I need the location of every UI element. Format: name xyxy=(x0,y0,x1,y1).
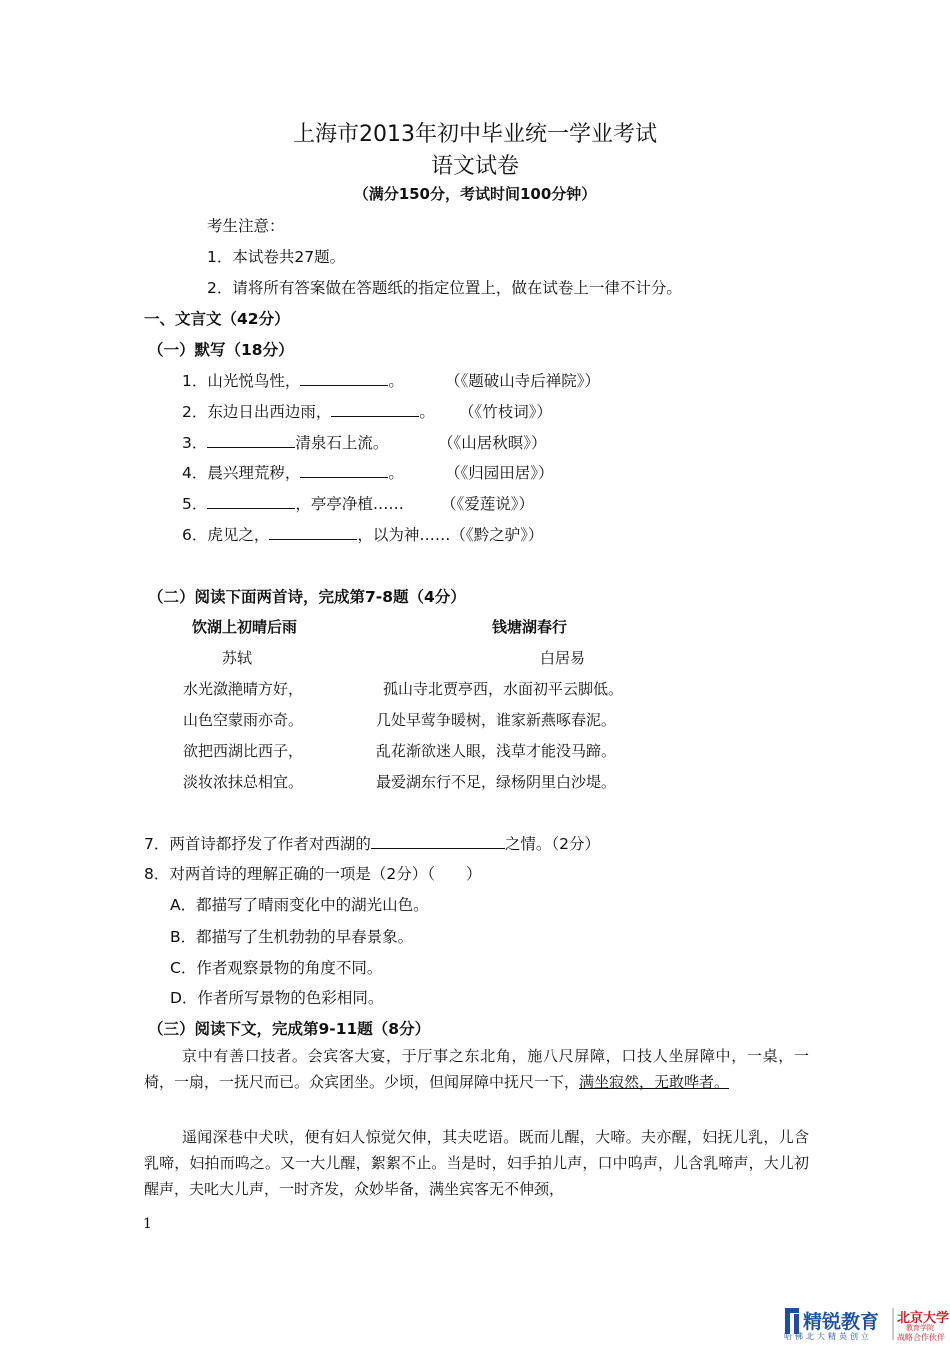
poem-author: 苏轼 xyxy=(222,649,253,667)
page-number: 1 xyxy=(143,1216,152,1232)
answer-blank[interactable] xyxy=(207,494,295,509)
exam-subtitle: 语文试卷 xyxy=(430,154,519,179)
poem-line: 水光潋滟晴方好， xyxy=(183,680,304,698)
question-6: 6．虎见之， ，以为神……（《黔之驴》） xyxy=(182,526,544,544)
section-heading: 一、文言文（42分） xyxy=(144,310,290,328)
partner-sub: 教育学院 xyxy=(906,1324,934,1332)
option-d: D．作者所写景物的色彩相同。 xyxy=(170,989,384,1007)
poem-line: 几处早莺争暖树，谁家新燕啄春泥。 xyxy=(376,711,617,729)
underlined-sentence: 满坐寂然，无敢哗者。 xyxy=(579,1073,730,1091)
question-5: 5． ，亭亭净植…… xyxy=(182,495,404,513)
poem-title: 钱塘湖春行 xyxy=(492,618,568,636)
exam-title: 上海市2013年初中毕业统一学业考试 xyxy=(293,122,657,147)
brand-logo xyxy=(782,1306,948,1342)
question-2: 2．东边日出西边雨， 。 xyxy=(182,403,435,421)
poem-line: 欲把西湖比西子， xyxy=(183,742,304,760)
partner-name: 北京大学 xyxy=(897,1311,950,1326)
option-a: A．都描写了晴雨变化中的湖光山色。 xyxy=(170,896,429,914)
question-7: 7．两首诗都抒发了作者对西湖的 之情。（2分） xyxy=(144,835,600,853)
option-b: B．都描写了生机勃勃的早春景象。 xyxy=(170,928,414,946)
score-info: （满分150分，考试时间100分钟） xyxy=(353,185,597,203)
notice-item: 1．本试卷共27题。 xyxy=(207,248,346,266)
poem-line: 山色空蒙雨亦奇。 xyxy=(183,711,304,729)
reading-paragraph: 京中有善口技者。会宾客大宴，于厅事之东北角，施八尺屏障，口技人坐屏障中，一桌，一椅，一扇，一抚尺而已。众宾团坐。少顷，但闻屏障中抚尺一下，满坐寂然，无敢哗者。 xyxy=(144,1047,809,1091)
answer-blank[interactable] xyxy=(300,371,388,386)
part-heading: （三）阅读下文，完成第9-11题（8分） xyxy=(148,1020,431,1038)
question-4: 4．晨兴理荒秽， 。 xyxy=(182,464,404,482)
brand-slogan: 哈佛北大精英创立 xyxy=(784,1332,872,1341)
partner-sub: 战略合作伙伴 xyxy=(897,1333,945,1342)
brand-name: 精锐教育 xyxy=(803,1311,880,1333)
notice-item: 2．请将所有答案做在答题纸的指定位置上，做在试卷上一律不计分。 xyxy=(207,279,682,297)
question-source: （《爱莲说》） xyxy=(441,495,535,513)
question-source: （《山居秋暝》） xyxy=(438,434,547,452)
poem-author: 白居易 xyxy=(540,649,586,667)
reading-paragraph: 遥闻深巷中犬吠，便有妇人惊觉欠伸，其夫呓语。既而儿醒，大啼。夫亦醒，妇抚儿乳，儿含乳啼，妇拍而呜之。又一大儿醒，絮絮不止。当是时，妇手拍儿声，口中呜声，儿含乳啼声，大儿初醒声，夫叱大儿声，一时齐发，众妙毕备，满坐宾客无不伸颈， xyxy=(144,1128,809,1198)
answer-blank[interactable] xyxy=(207,433,295,448)
option-c: C．作者观察景物的角度不同。 xyxy=(170,959,383,977)
poem-line: 最爱湖东行不足，绿杨阴里白沙堤。 xyxy=(376,773,617,791)
poem-line: 孤山寺北贾亭西，水面初平云脚低。 xyxy=(383,680,624,698)
poem-title: 饮湖上初晴后雨 xyxy=(192,618,298,636)
notice-heading: 考生注意： xyxy=(207,217,285,235)
answer-blank[interactable] xyxy=(331,402,419,417)
poem-line: 淡妆浓抹总相宜。 xyxy=(183,773,304,791)
question-source: （《题破山寺后禅院》） xyxy=(445,372,601,390)
part-heading: （一）默写（18分） xyxy=(148,341,294,359)
question-3: 3． 清泉石上流。 xyxy=(182,434,389,452)
answer-blank[interactable] xyxy=(371,834,505,849)
poem-line: 乱花渐欲迷人眼，浅草才能没马蹄。 xyxy=(376,742,617,760)
part-heading: （二）阅读下面两首诗，完成第7-8题（4分） xyxy=(148,588,466,606)
question-1: 1．山光悦鸟性， 。 xyxy=(182,372,404,390)
question-8: 8．对两首诗的理解正确的一项是（2分）（ ） xyxy=(144,865,482,883)
answer-blank[interactable] xyxy=(300,463,388,478)
question-source: （《竹枝词》） xyxy=(459,403,553,421)
question-source: （《归园田居》） xyxy=(445,464,554,482)
answer-blank[interactable] xyxy=(269,525,357,540)
